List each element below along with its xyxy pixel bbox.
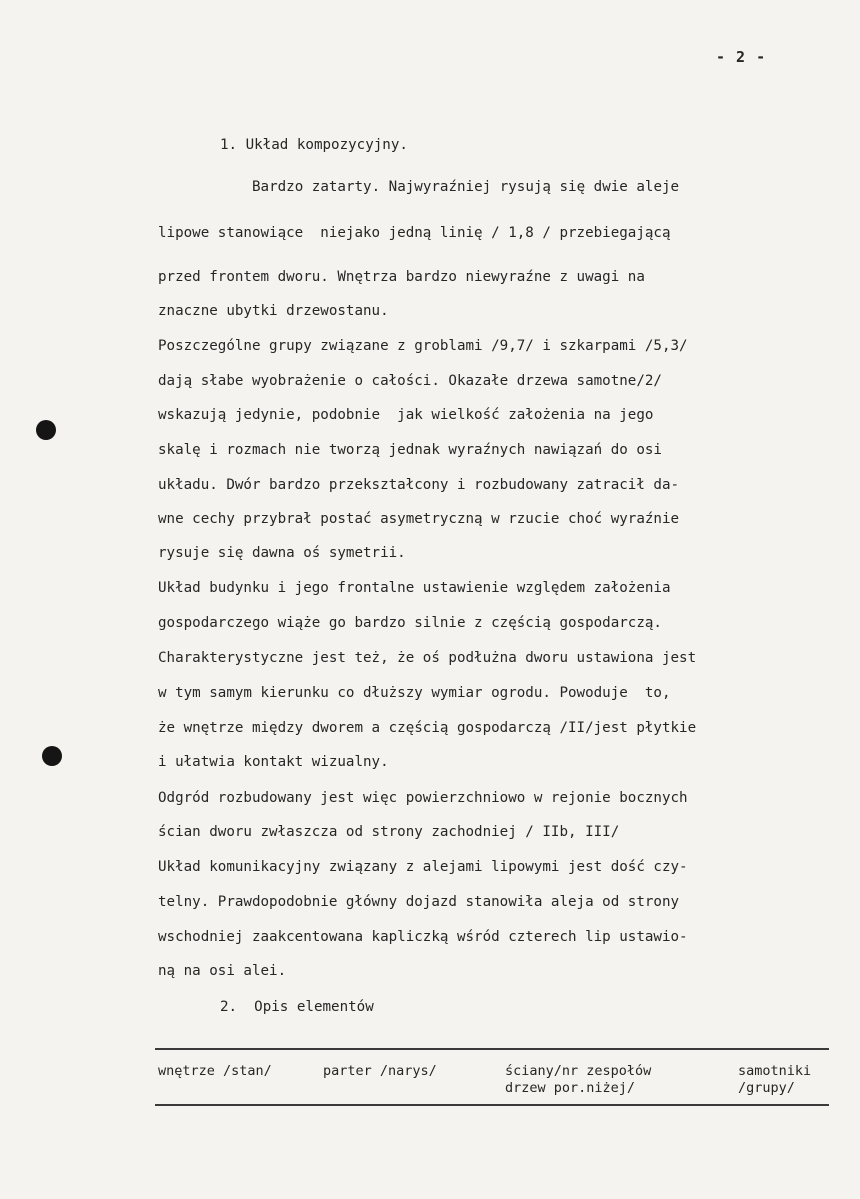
text-line: Układ budynku i jego frontalne ustawienie względem założenia xyxy=(158,580,671,596)
text-line: Odgród rozbudowany jest więc powierzchniowo w rejonie bocznych xyxy=(158,790,688,806)
punch-hole-icon xyxy=(42,746,62,766)
column-header-solitary-trees: samotniki /grupy/ xyxy=(738,1063,812,1096)
text-line: i ułatwia kontakt wizualny. xyxy=(158,754,389,770)
text-line: ścian dworu zwłaszcza od strony zachodniej / IIb, III/ xyxy=(158,824,620,840)
text-line: wschodniej zaakcentowana kapliczką wśród czterech lip ustawio- xyxy=(158,929,688,945)
text-line: znaczne ubytki drzewostanu. xyxy=(158,303,389,319)
text-line: Bardzo zatarty. Najwyraźniej rysują się dwie aleje xyxy=(252,179,680,195)
table-top-rule xyxy=(155,1048,829,1050)
text-line: rysuje się dawna oś symetrii. xyxy=(158,545,406,561)
table-bottom-rule xyxy=(155,1104,829,1106)
text-line: Charakterystyczne jest też, że oś podłużna dworu ustawiona jest xyxy=(158,650,697,666)
text-line: układu. Dwór bardzo przekształcony i rozbudowany zatracił da- xyxy=(158,477,680,493)
text-line: skalę i rozmach nie tworzą jednak wyraźnych nawiązań do osi xyxy=(158,442,662,458)
text-line: telny. Prawdopodobnie główny dojazd stanowiła aleja od strony xyxy=(158,894,680,910)
text-line: Układ komunikacyjny związany z alejami lipowymi jest dość czy- xyxy=(158,859,688,875)
section-heading-elements: 2. Opis elementów xyxy=(220,999,374,1015)
section-heading-composition: 1. Układ kompozycyjny. xyxy=(220,137,408,153)
page-number: - 2 - xyxy=(716,48,767,66)
text-line: w tym samym kierunku co dłuższy wymiar ogrodu. Powoduje to, xyxy=(158,685,671,701)
text-line: wskazują jedynie, podobnie jak wielkość założenia na jego xyxy=(158,407,654,423)
text-line: dają słabe wyobrażenie o całości. Okazałe drzewa samotne/2/ xyxy=(158,373,662,389)
text-line: przed frontem dworu. Wnętrza bardzo niewyraźne z uwagi na xyxy=(158,269,645,285)
column-header-parterre: parter /narys/ xyxy=(323,1063,437,1079)
punch-hole-icon xyxy=(36,420,56,440)
text-line: gospodarczego wiąże go bardzo silnie z częścią gospodarczą. xyxy=(158,615,662,631)
column-header-walls: ściany/nr zespołów drzew por.niżej/ xyxy=(505,1063,652,1096)
column-header-interior: wnętrze /stan/ xyxy=(158,1063,272,1079)
text-line: Poszczególne grupy związane z groblami /9,7/ i szkarpami /5,3/ xyxy=(158,338,688,354)
text-line: ną na osi alei. xyxy=(158,963,287,979)
text-line: że wnętrze między dworem a częścią gospodarczą /II/jest płytkie xyxy=(158,720,697,736)
text-line: lipowe stanowiące niejako jedną linię / 1,8 / przebiegającą xyxy=(158,225,671,241)
text-line: wne cechy przybrał postać asymetryczną w rzucie choć wyraźnie xyxy=(158,511,680,527)
